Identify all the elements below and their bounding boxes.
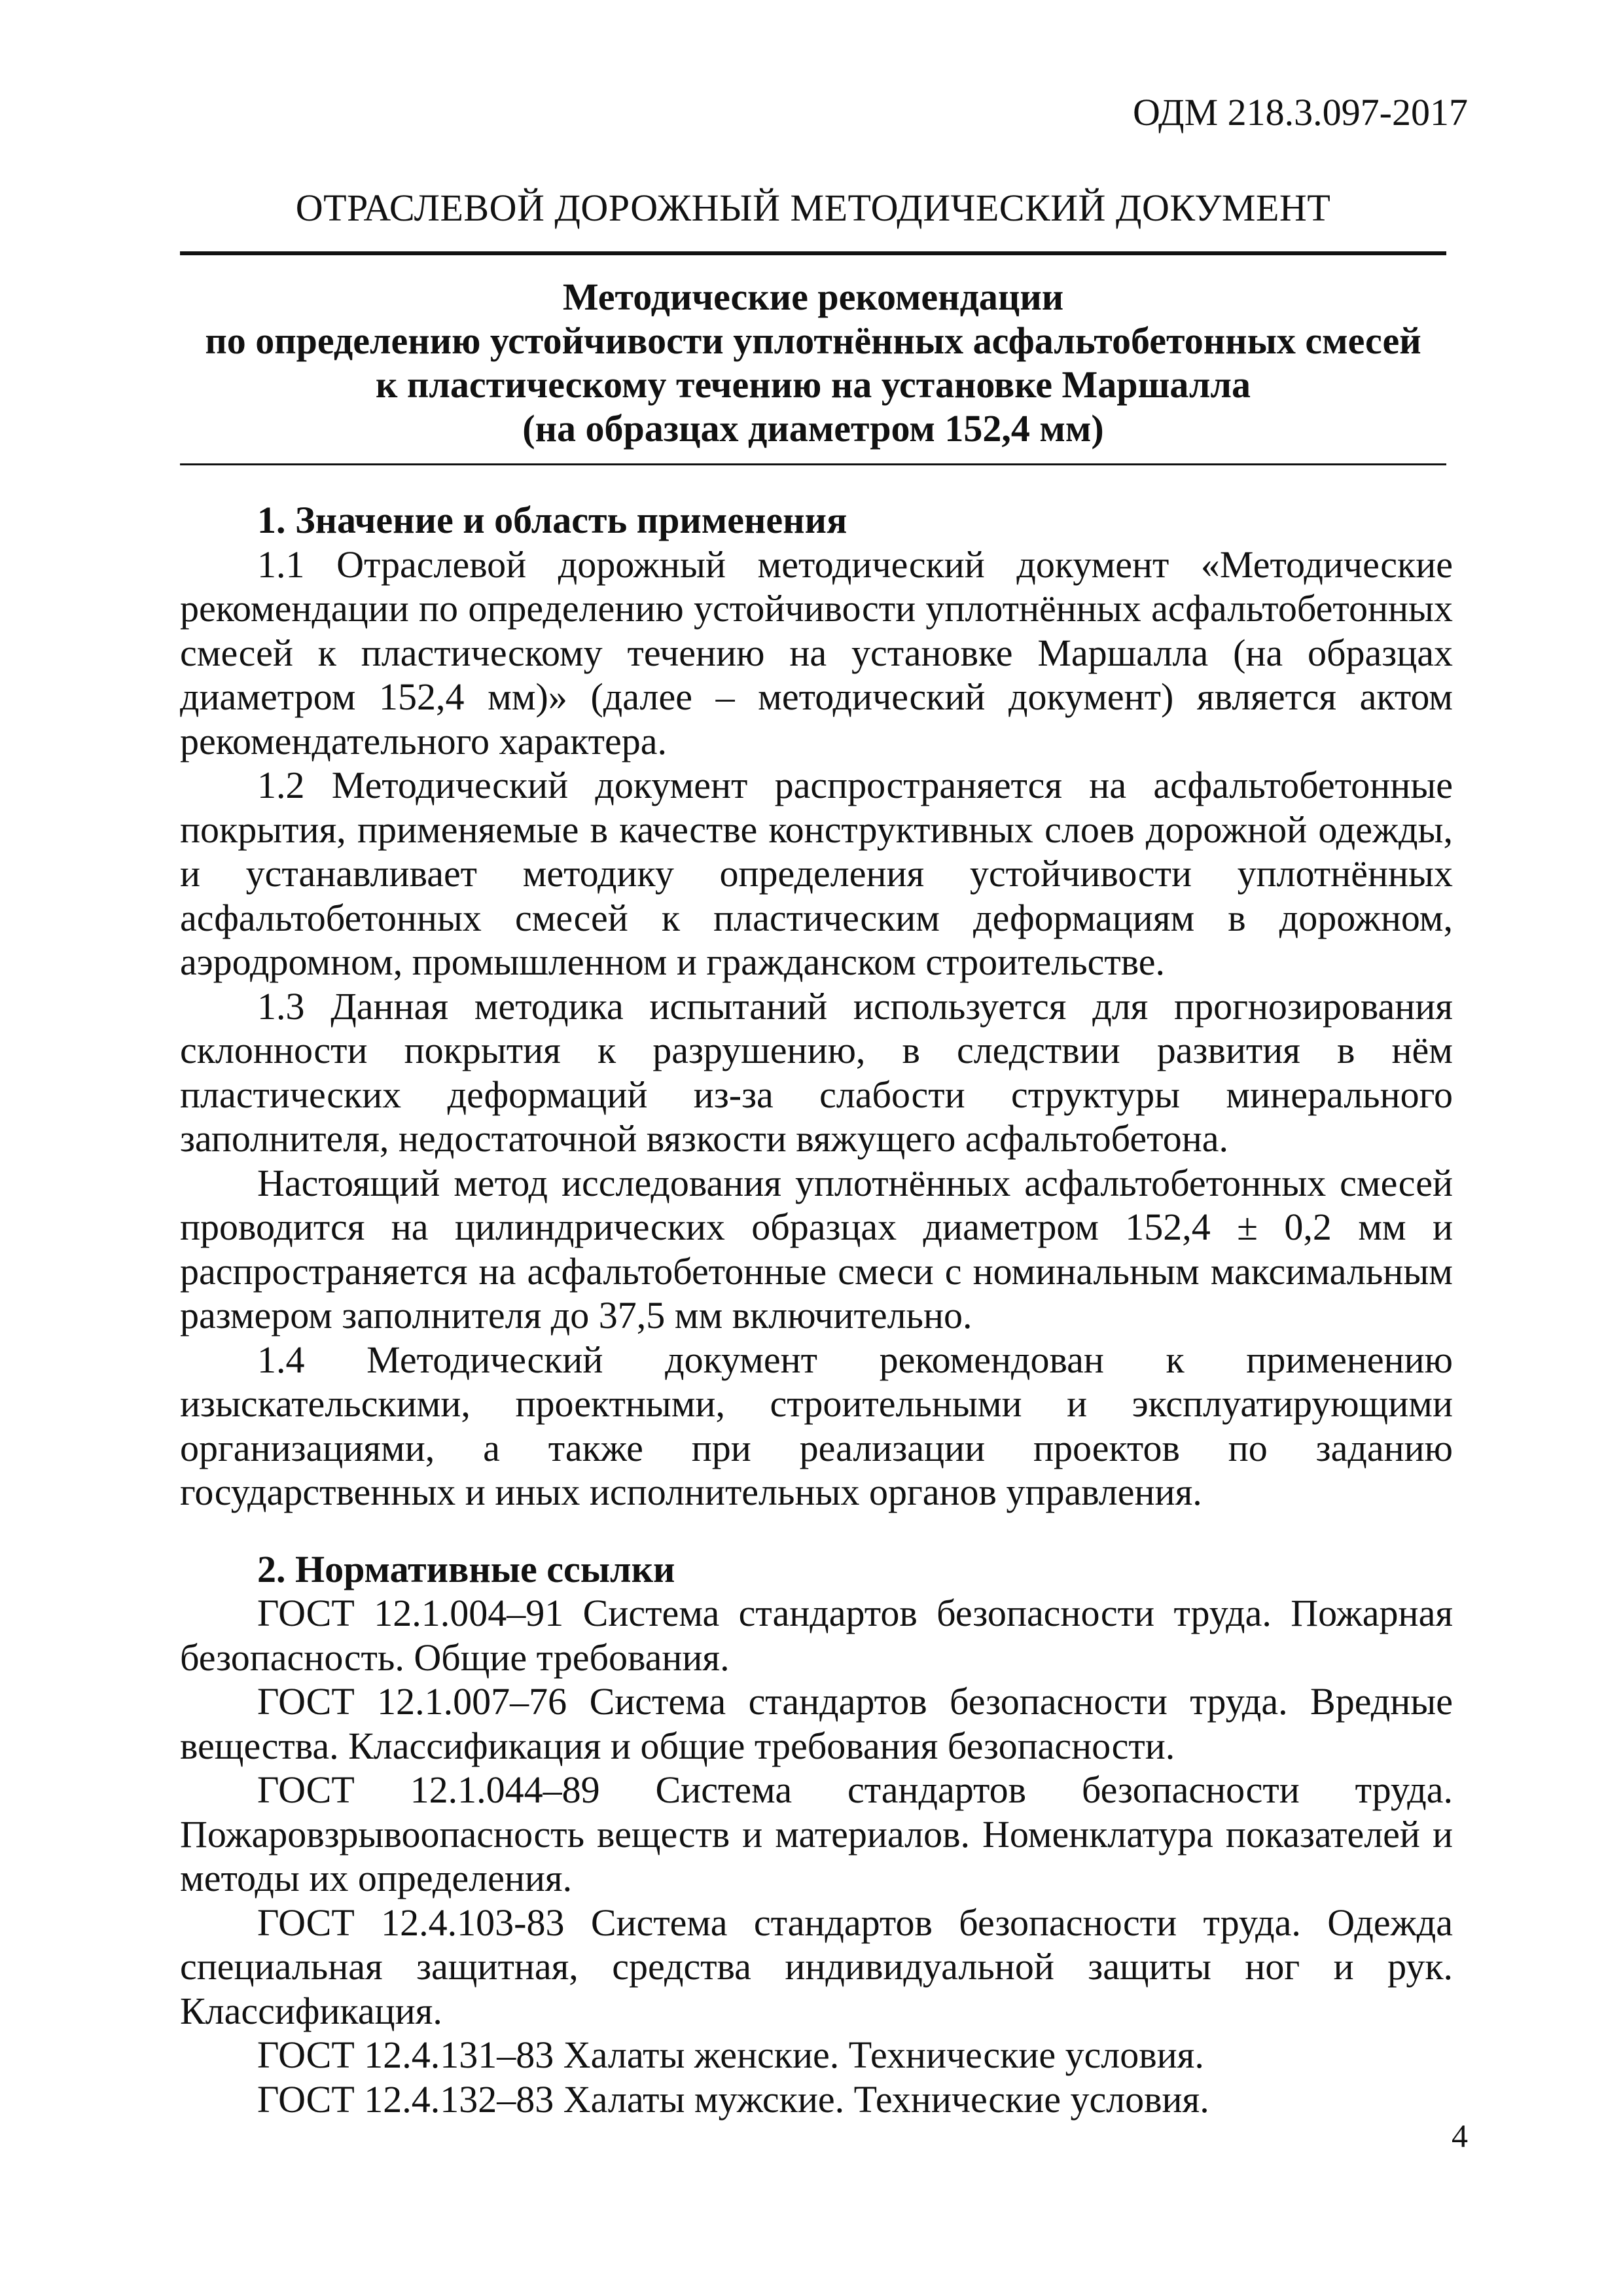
reference-item: ГОСТ 12.4.103-83 Система стандартов безопасности труда. Одежда специальная защитная, средства индивидуальной защиты ног и рук. Классификация. (180, 1901, 1453, 2032)
paragraph: 1.3 Данная методика испытаний используется для прогнозирования склонности покрытия к разрушению, в следствии развития в нём пластических деформаций из-за слабости структуры минерального заполнителя, недостаточной вязкости вяжущего асфальтобетона. (180, 984, 1453, 1160)
document-number: ОДМ 218.3.097-2017 (1133, 91, 1468, 134)
document-type-heading: ОТРАСЛЕВОЙ ДОРОЖНЫЙ МЕТОДИЧЕСКИЙ ДОКУМЕНТ (295, 187, 1331, 229)
section-spacer (180, 1515, 1453, 1547)
title-line: по определению устойчивости уплотнённых асфальтобетонных смесей (205, 319, 1421, 362)
reference-item: ГОСТ 12.4.131–83 Халаты женские. Технические условия. (257, 2034, 1204, 2076)
reference-item: ГОСТ 12.4.132–83 Халаты мужские. Технические условия. (257, 2077, 1209, 2121)
section-heading: 1. Значение и область применения (257, 499, 847, 541)
reference-item: ГОСТ 12.1.004–91 Система стандартов безопасности труда. Пожарная безопасность. Общие требования. (180, 1592, 1453, 1679)
paragraph: Настоящий метод исследования уплотнённых асфальтобетонных смесей проводится на цилиндрических образцах диаметром 152,4 ± 0,2 мм и распространяется на асфальтобетонные смеси с номинальным максимальным размером заполнителя до 37,5 мм включительно. (180, 1161, 1453, 1336)
reference-item: ГОСТ 12.1.007–76 Система стандартов безопасности труда. Вредные вещества. Классификация и общие требования безопасности. (180, 1680, 1453, 1767)
section-heading: 2. Нормативные ссылки (257, 1547, 675, 1590)
document-title (180, 275, 1446, 450)
top-divider (180, 251, 1446, 255)
page-number: 4 (1452, 2117, 1468, 2154)
reference-item: ГОСТ 12.1.044–89 Система стандартов безопасности труда. Пожаровзрывоопасность веществ и материалов. Номенклатура показателей и методы их определения. (180, 1768, 1453, 1899)
paragraph: 1.2 Методический документ распространяется на асфальтобетонные покрытия, применяемые в качестве конструктивных слоев дорожной одежды, и устанавливает методику определения устойчивости уплотнённых асфальтобетонных смесей к пластическим деформациям в дорожном, аэродромном, промышленном и гражданском строительстве. (180, 764, 1453, 983)
paragraph: 1.4 Методический документ рекомендован к применению изыскательскими, проектными, строительными и эксплуатирующими организациями, а также при реализации проектов по заданию государственных и иных исполнительных органов управления. (180, 1338, 1453, 1513)
document-body (180, 498, 1453, 2121)
title-line: Методические рекомендации (562, 276, 1064, 318)
title-line: (на образцах диаметром 152,4 мм) (522, 407, 1104, 450)
paragraph: 1.1 Отраслевой дорожный методический документ «Методические рекомендации по определению устойчивости уплотнённых асфальтобетонных смесей к пластическому течению на установке Маршалла (на образцах диаметром 152,4 мм)» (далее – методический документ) является актом рекомендательного характера. (180, 543, 1453, 762)
bottom-divider (180, 463, 1446, 465)
title-line: к пластическому течению на установке Маршалла (375, 363, 1251, 406)
